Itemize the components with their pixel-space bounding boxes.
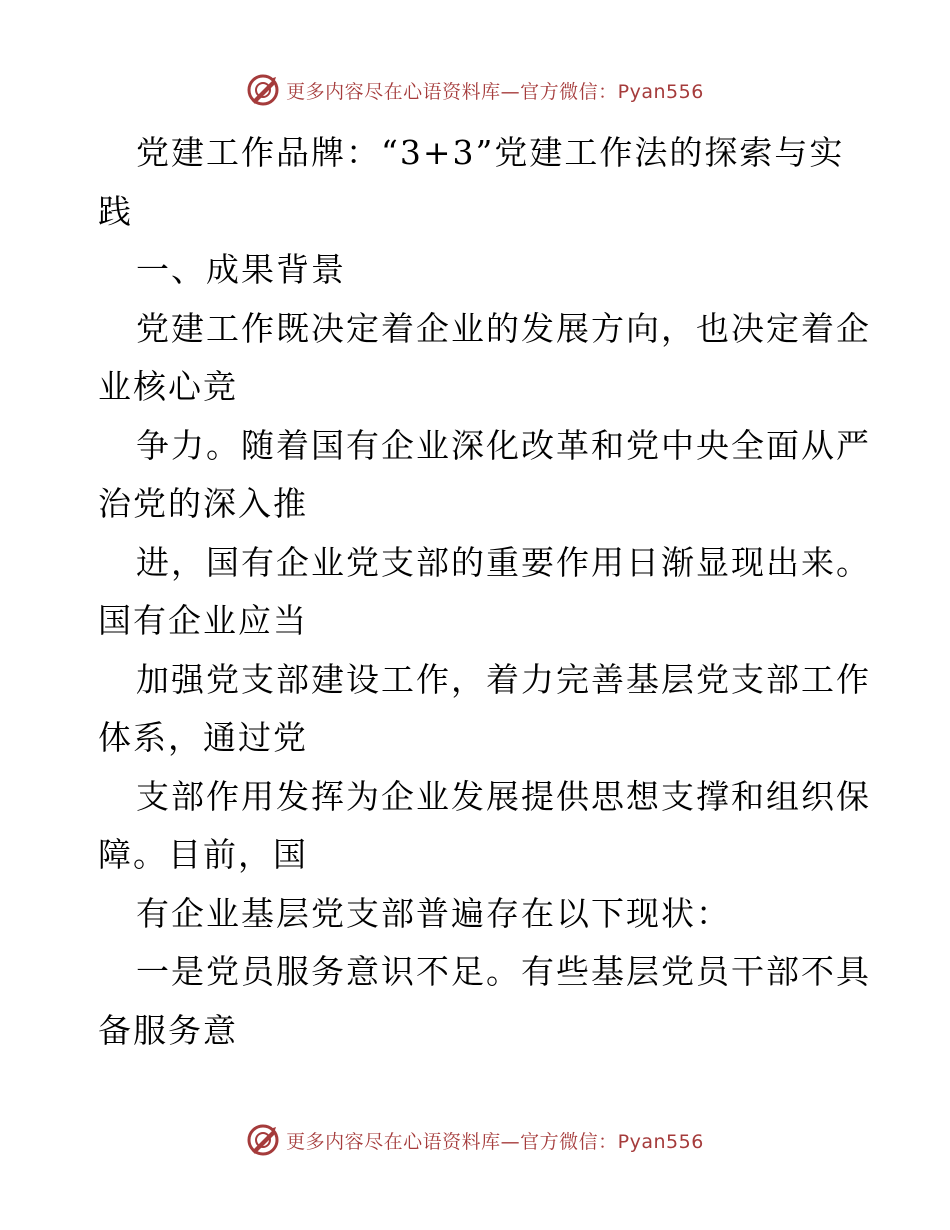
paragraph-line: 有企业基层党支部普遍存在以下现状：: [136, 893, 731, 933]
logo-icon: [246, 1123, 280, 1157]
doc-title-line-1: 党建工作品牌：“3+3”党建工作法的探索与实: [136, 133, 845, 172]
footer-banner-text: 更多内容尽在心语资料库—官方微信：Pyan556: [286, 1130, 704, 1153]
paragraph-line: 治党的深入推: [98, 484, 308, 523]
paragraph-line: 支部作用发挥为企业发展提供思想支撑和组织保: [136, 776, 871, 816]
logo-icon: [246, 73, 280, 107]
paragraph-line: 备服务意: [98, 1010, 238, 1050]
paragraph-line: 党建工作既决定着企业的发展方向，也决定着企: [136, 308, 871, 348]
document-body: [98, 124, 871, 1060]
paragraph-line: 体系，通过党: [98, 718, 308, 757]
footer-banner: [0, 1120, 950, 1160]
section-heading: 一、成果背景: [136, 250, 346, 289]
paragraph-line: 一是党员服务意识不足。有些基层党员干部不具: [136, 952, 871, 991]
header-banner: [0, 70, 950, 110]
doc-title-line-2: 践: [98, 191, 133, 231]
paragraph-line: 障。目前，国: [98, 835, 308, 874]
paragraph-line: 业核心竞: [98, 367, 238, 406]
paragraph-line: 进，国有企业党支部的重要作用日渐显现出来。: [136, 542, 871, 582]
paragraph-line: 加强党支部建设工作，着力完善基层党支部工作: [136, 659, 871, 699]
paragraph-line: 争力。随着国有企业深化改革和党中央全面从严: [136, 425, 871, 465]
paragraph-line: 国有企业应当: [98, 601, 308, 640]
header-banner-text: 更多内容尽在心语资料库—官方微信：Pyan556: [286, 80, 704, 103]
